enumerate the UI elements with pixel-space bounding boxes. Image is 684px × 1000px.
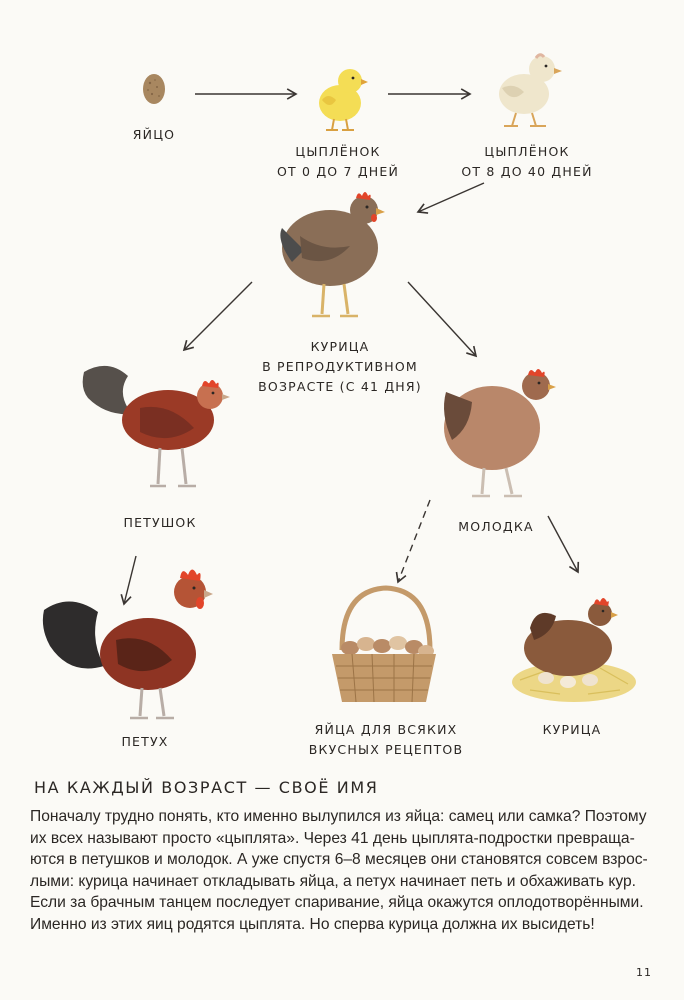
label-eggs-line-2: ВКУСНЫХ РЕЦЕПТОВ xyxy=(308,742,464,757)
yellow-chick-illustration xyxy=(319,69,368,130)
section-paragraph xyxy=(30,806,660,936)
label-hen-line-2: В РЕПРОДУКТИВНОМ xyxy=(262,359,418,374)
egg-basket-illustration xyxy=(332,588,436,702)
arrow-cockerel-to-rooster xyxy=(124,556,136,604)
rooster-illustration xyxy=(43,570,213,719)
label-reproductive-hen xyxy=(250,337,430,397)
pullet-illustration xyxy=(444,369,556,496)
paragraph-line: Если за брачным танцем последует спаривание, яйца окажутся оплодотворёнными. xyxy=(30,894,644,912)
label-chick-big-age: ОТ 8 ДО 40 ДНЕЙ xyxy=(461,164,593,179)
section-title: НА КАЖДЫЙ ВОЗРАСТ — СВОЁ ИМЯ xyxy=(34,778,379,797)
label-cockerel xyxy=(110,513,210,533)
paragraph-line: ются в петушков и молодок. А уже спустя 6–8 месяцев они становятся совсем взрос- xyxy=(30,851,648,869)
label-egg xyxy=(114,125,194,145)
paragraph-line: Поначалу трудно понять, кто именно вылупился из яйца: самец или самка? Поэтому xyxy=(30,808,647,825)
egg-icon xyxy=(143,74,165,104)
paragraph-line: Именно из этих яиц родятся цыплята. Но сперва курица должна их высидеть! xyxy=(30,915,595,933)
label-chick-small-age: ОТ 0 ДО 7 ДНЕЙ xyxy=(276,164,400,179)
arrow-pullet-to-eggs xyxy=(398,500,430,582)
arrow-chick-to-hen xyxy=(418,183,484,212)
cream-chick-illustration xyxy=(499,55,562,126)
label-cockerel-text: ПЕТУШОК xyxy=(123,515,197,530)
reproductive-hen-illustration xyxy=(280,192,385,316)
label-hen-line-3: ВОЗРАСТЕ (С 41 ДНЯ) xyxy=(258,379,422,394)
label-rooster xyxy=(100,732,190,752)
label-egg-text: ЯЙЦО xyxy=(132,127,176,142)
paragraph-line: их всех называют просто «цыплята». Через 41 день цыплята-подростки превраща- xyxy=(30,829,635,847)
cockerel-illustration xyxy=(83,366,230,486)
label-eggs-basket xyxy=(296,720,476,760)
label-chick-small xyxy=(268,142,408,182)
paragraph-line: лыми: курица начинает откладывать яйца, а петух начинает петь и обхаживать кур. xyxy=(30,872,636,890)
label-chick-big xyxy=(452,142,602,182)
label-rooster-text: ПЕТУХ xyxy=(121,734,169,749)
label-pullet-text: МОЛОДКА xyxy=(458,519,534,534)
label-eggs-line-1: ЯЙЦА ДЛЯ ВСЯКИХ xyxy=(314,722,458,737)
label-pullet xyxy=(446,517,546,537)
arrow-hen-to-cockerel xyxy=(184,282,252,350)
brooding-hen-illustration xyxy=(512,598,636,702)
label-chick-big-name: ЦЫПЛЁНОК xyxy=(484,144,570,159)
page-number: 11 xyxy=(636,966,652,979)
arrow-pullet-to-brooding-hen xyxy=(548,516,578,572)
label-hen-line-1: КУРИЦА xyxy=(310,339,370,354)
label-chick-small-name: ЦЫПЛЁНОК xyxy=(295,144,381,159)
label-brooding-hen-text: КУРИЦА xyxy=(542,722,602,737)
label-brooding-hen xyxy=(522,720,622,740)
